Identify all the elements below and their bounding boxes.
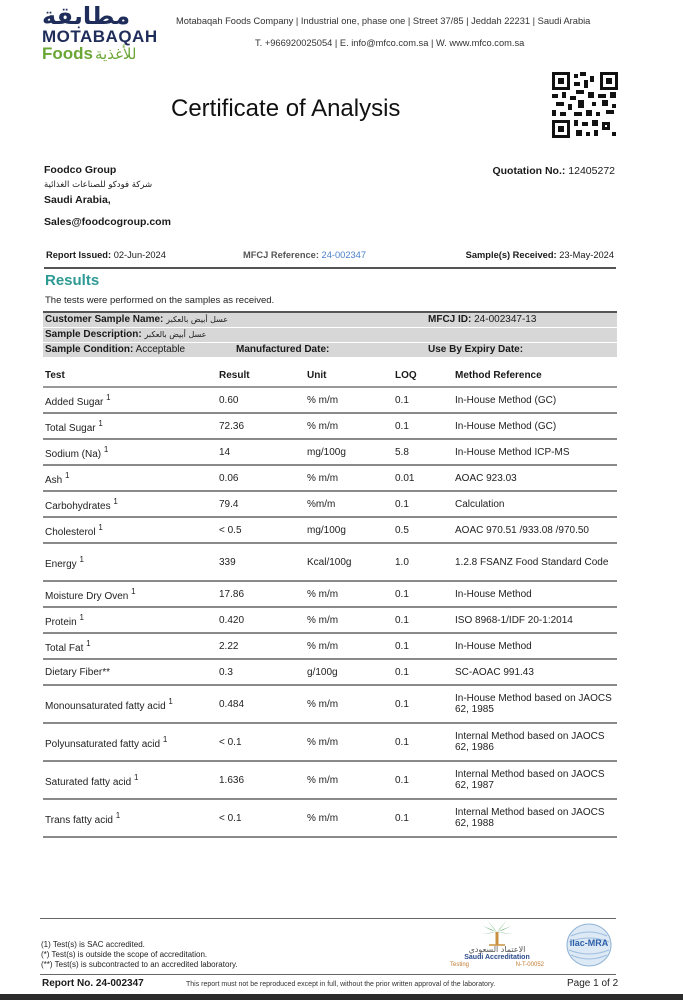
mfcj-id-label: MFCJ ID: [428, 314, 472, 325]
accreditation-superscript: 1 [162, 734, 168, 744]
cell-test-text: Cholesterol [45, 526, 96, 538]
cell-method [453, 723, 617, 761]
cell-method-text: In-House Method (GC) [455, 420, 557, 432]
cell-unit [305, 723, 393, 761]
company-address: Motabaqah Foods Company | Industrial one, phase one | Street 37/85 | Jeddah 22231 | Saudi Arabia [176, 16, 591, 26]
accreditation-superscript: 1 [115, 810, 121, 820]
cell-loq [393, 761, 453, 799]
cell-unit [305, 659, 393, 685]
cell-test-text: Dietary Fiber** [45, 666, 111, 678]
cell-method [453, 581, 617, 607]
ilac-mra-logo [565, 922, 613, 968]
cell-result [217, 517, 305, 543]
table-row [43, 517, 617, 543]
cell-test [43, 607, 217, 633]
logo-foods [42, 45, 177, 63]
cell-result [217, 723, 305, 761]
saudi-accreditation-logo [438, 918, 556, 970]
cell-result-text: 2.22 [219, 640, 239, 652]
cell-test-text: Protein [45, 616, 77, 628]
cell-result-text: 17.86 [219, 588, 245, 600]
report-issued-value: 02-Jun-2024 [113, 250, 166, 260]
customer-sample-name-value: عسل أبيض بالعكبر [166, 315, 229, 324]
client-country: Saudi Arabia, [44, 194, 111, 206]
cell-method-text: Calculation [455, 498, 505, 510]
sample-row-name [43, 313, 617, 328]
cell-unit-text: % m/m [307, 472, 339, 484]
accreditation-superscript: 1 [133, 772, 139, 782]
cell-result [217, 413, 305, 439]
cell-loq-text: 0.1 [395, 614, 409, 626]
sac-testing [438, 962, 556, 969]
cell-loq [393, 659, 453, 685]
cell-result-text: 14 [219, 446, 231, 458]
results-table-body [43, 387, 617, 837]
cell-unit-text: % m/m [307, 774, 339, 786]
table-row [43, 799, 617, 837]
cell-test [43, 439, 217, 465]
cell-test-text: Energy [45, 558, 77, 570]
cell-result-text: 0.484 [219, 698, 245, 710]
cell-unit-text: %m/m [307, 498, 336, 510]
cell-test-text: Added Sugar [45, 396, 104, 408]
cell-unit [305, 607, 393, 633]
cell-method-text: In-House Method [455, 640, 532, 652]
mfcj-id-value: 24-002347-13 [474, 314, 537, 325]
cell-method-text: AOAC 970.51 /933.08 /970.50 [455, 524, 589, 536]
cell-result-text: 79.4 [219, 498, 239, 510]
cell-loq [393, 607, 453, 633]
cell-result [217, 761, 305, 799]
table-row [43, 387, 617, 413]
footer-divider-bottom [40, 974, 616, 975]
cell-unit [305, 465, 393, 491]
table-row [43, 581, 617, 607]
accreditation-superscript: 1 [79, 554, 84, 564]
cell-method-text: AOAC 923.03 [455, 472, 517, 484]
header-loq: LOQ [393, 365, 453, 387]
cell-loq-text: 0.1 [395, 812, 409, 824]
quotation-label: Quotation No.: [492, 165, 566, 177]
cell-result [217, 633, 305, 659]
accreditation-superscript: 1 [103, 444, 109, 454]
sample-description-value: عسل أبيض بالعكبر [144, 330, 207, 339]
table-row [43, 761, 617, 799]
cell-unit [305, 439, 393, 465]
cell-unit-text: Kcal/100g [307, 556, 352, 568]
cell-unit [305, 799, 393, 837]
cell-result-text: 339 [219, 556, 236, 568]
footnote-subcontracted: (**) Test(s) is subcontracted to an accredited laboratory. [41, 960, 238, 969]
cell-method-text: In-House Method ICP-MS [455, 446, 570, 458]
samples-received-value: 23-May-2024 [559, 250, 614, 260]
cell-unit-text: % m/m [307, 394, 339, 406]
sac-arabic: الاعتماد السعودي [468, 945, 526, 954]
report-issued-label: Report Issued: [46, 250, 112, 260]
cell-loq-text: 0.1 [395, 698, 409, 710]
client-email: Sales@foodcogroup.com [44, 216, 171, 228]
table-row [43, 413, 617, 439]
cell-loq-text: 0.1 [395, 774, 409, 786]
report-number: Report No. 24-002347 [42, 978, 144, 989]
client-block [44, 163, 152, 208]
results-subtitle: The tests were performed on the samples as received. [45, 295, 275, 306]
cell-unit [305, 387, 393, 413]
sac-code: N-T-00052 [515, 962, 544, 968]
cell-loq [393, 543, 453, 581]
cell-unit [305, 685, 393, 723]
header-unit: Unit [305, 365, 393, 387]
report-issued [46, 250, 166, 260]
cell-method-text: In-House Method based on JAOCS 62, 1985 [455, 693, 612, 715]
accreditation-superscript: 1 [65, 470, 70, 480]
cell-method [453, 491, 617, 517]
table-row [43, 607, 617, 633]
sample-description-label: Sample Description: [45, 329, 142, 340]
cell-result-text: < 0.5 [219, 524, 242, 536]
cell-method-text: In-House Method [455, 588, 532, 600]
table-row [43, 439, 617, 465]
cell-loq [393, 413, 453, 439]
accreditation-superscript: 1 [98, 522, 103, 532]
samples-received [466, 250, 614, 260]
accreditation-superscript: 1 [113, 496, 118, 506]
table-row [43, 633, 617, 659]
cell-loq-text: 1.0 [395, 556, 409, 568]
cell-method-text: In-House Method (GC) [455, 394, 557, 406]
cell-unit [305, 517, 393, 543]
cell-loq-text: 0.5 [395, 524, 409, 536]
cell-test [43, 387, 217, 413]
cell-unit-text: % m/m [307, 614, 339, 626]
cell-unit-text: % m/m [307, 698, 339, 710]
cell-result [217, 685, 305, 723]
sac-testing-label: Testing [450, 962, 470, 968]
sample-row-condition [43, 343, 617, 358]
cell-unit-text: g/100g [307, 666, 338, 678]
cell-result-text: 72.36 [219, 420, 245, 432]
cell-result [217, 543, 305, 581]
results-table [43, 365, 617, 838]
header-method: Method Reference [453, 365, 617, 387]
cell-test [43, 685, 217, 723]
cell-test [43, 543, 217, 581]
document-title: Certificate of Analysis [171, 95, 401, 122]
results-heading: Results [45, 272, 100, 289]
table-row [43, 491, 617, 517]
cell-loq [393, 685, 453, 723]
sample-condition-label: Sample Condition: [45, 344, 134, 355]
cell-test [43, 517, 217, 543]
accreditation-superscript: 1 [98, 418, 103, 428]
cell-method [453, 633, 617, 659]
qr-code-icon [552, 72, 618, 138]
cell-method [453, 439, 617, 465]
table-row [43, 685, 617, 723]
sample-row-description [43, 328, 617, 343]
cell-method-text: SC-AOAC 991.43 [455, 666, 534, 678]
cell-test [43, 633, 217, 659]
cell-result [217, 491, 305, 517]
cell-result [217, 439, 305, 465]
ilac-label: ilac-MRA [569, 938, 609, 948]
mfcj-reference [243, 250, 366, 260]
cell-test-text: Saturated fatty acid [45, 776, 132, 788]
table-row [43, 543, 617, 581]
table-row [43, 659, 617, 685]
quotation-number [492, 165, 615, 177]
client-name-arabic: شركة فودكو للصناعات الغذائية [44, 180, 153, 190]
bottom-edge [0, 994, 683, 1000]
cell-loq-text: 0.1 [395, 588, 409, 600]
cell-test [43, 581, 217, 607]
cell-unit [305, 491, 393, 517]
results-table-header [43, 365, 617, 387]
cell-result-text: 1.636 [219, 774, 245, 786]
cell-method [453, 685, 617, 723]
accreditation-superscript: 1 [131, 586, 136, 596]
cell-loq [393, 387, 453, 413]
cell-test [43, 413, 217, 439]
cell-unit-text: % m/m [307, 812, 339, 824]
cell-result-text: 0.420 [219, 614, 245, 626]
cell-unit [305, 581, 393, 607]
accreditation-superscript: 1 [86, 638, 91, 648]
cell-result [217, 659, 305, 685]
cell-method [453, 659, 617, 685]
cell-test [43, 491, 217, 517]
disclaimer: This report must not be reproduced except in full, without the prior written approval of the laboratory. [186, 981, 496, 988]
cell-test-text: Carbohydrates [45, 500, 111, 512]
customer-sample-name-label: Customer Sample Name: [45, 314, 164, 325]
cell-result [217, 581, 305, 607]
cell-loq-text: 0.1 [395, 666, 409, 678]
cell-method [453, 517, 617, 543]
cell-loq-text: 0.1 [395, 736, 409, 748]
cell-method [453, 543, 617, 581]
cell-test-text: Total Fat [45, 642, 84, 654]
footnotes [41, 940, 238, 970]
cell-method-text: Internal Method based on JAOCS 62, 1987 [455, 769, 605, 791]
cell-loq [393, 465, 453, 491]
cell-loq [393, 723, 453, 761]
cell-test-text: Monounsaturated fatty acid [45, 700, 166, 712]
cell-loq-text: 0.1 [395, 420, 409, 432]
cell-method-text: Internal Method based on JAOCS 62, 1988 [455, 807, 605, 829]
sample-info [43, 311, 617, 358]
sac-english: Saudi Accreditation [464, 954, 530, 961]
cell-loq [393, 517, 453, 543]
cell-test [43, 799, 217, 837]
cell-unit [305, 761, 393, 799]
cell-result [217, 607, 305, 633]
cell-result [217, 387, 305, 413]
cell-result-text: 0.60 [219, 394, 239, 406]
cell-result-text: < 0.1 [219, 736, 242, 748]
cell-test-text: Total Sugar [45, 422, 96, 434]
manufactured-date-label: Manufactured Date: [236, 344, 330, 355]
client-name: Foodco Group [44, 164, 117, 176]
report-meta [44, 250, 616, 269]
footnote-outside-scope: (*) Test(s) is outside the scope of accreditation. [41, 950, 208, 959]
cell-method [453, 465, 617, 491]
cell-unit-text: % m/m [307, 588, 339, 600]
cell-loq-text: 0.1 [395, 394, 409, 406]
cell-result-text: 0.3 [219, 666, 233, 678]
sample-condition-value: Acceptable [135, 344, 186, 355]
company-logo [42, 2, 177, 63]
cell-loq-text: 0.01 [395, 472, 415, 484]
logo-arabic: مطابقة [42, 2, 131, 30]
cell-loq-text: 5.8 [395, 446, 409, 458]
cell-method [453, 799, 617, 837]
cell-method [453, 607, 617, 633]
cell-test [43, 723, 217, 761]
cell-method-text: ISO 8968-1/IDF 20-1:2014 [455, 614, 573, 626]
cell-test-text: Polyunsaturated fatty acid [45, 738, 161, 750]
cell-test [43, 465, 217, 491]
cell-loq [393, 633, 453, 659]
mfcj-reference-value: 24-002347 [321, 250, 367, 260]
cell-test [43, 761, 217, 799]
cell-unit-text: mg/100g [307, 446, 346, 458]
table-row [43, 465, 617, 491]
cell-result [217, 799, 305, 837]
accreditation-superscript: 1 [106, 392, 111, 402]
cell-unit-text: mg/100g [307, 524, 346, 536]
cell-method-text: 1.2.8 FSANZ Food Standard Code [455, 556, 609, 568]
cell-result [217, 465, 305, 491]
footnote-sac: (1) Test(s) is SAC accredited. [41, 940, 145, 949]
cell-test-text: Moisture Dry Oven [45, 590, 129, 602]
cell-unit [305, 633, 393, 659]
cell-unit-text: % m/m [307, 640, 339, 652]
cell-method-text: Internal Method based on JAOCS 62, 1986 [455, 731, 605, 753]
cell-unit-text: % m/m [307, 420, 339, 432]
cell-unit [305, 413, 393, 439]
cell-unit [305, 543, 393, 581]
cell-method [453, 413, 617, 439]
page-number: Page 1 of 2 [567, 978, 619, 989]
cell-test-text: Ash [45, 474, 63, 486]
cell-method [453, 387, 617, 413]
cell-test-text: Sodium (Na) [45, 448, 102, 460]
cell-loq [393, 799, 453, 837]
company-contact: T. +966920025054 | E. info@mfco.com.sa | W. www.mfco.com.sa [255, 38, 525, 48]
logo-foods-ar: للأغذية [95, 45, 137, 63]
accreditation-superscript: 1 [168, 696, 173, 706]
header-result: Result [217, 365, 305, 387]
cell-result-text: 0.06 [219, 472, 239, 484]
cell-loq [393, 439, 453, 465]
cell-method [453, 761, 617, 799]
cell-test-text: Trans fatty acid [45, 814, 113, 826]
cell-loq [393, 581, 453, 607]
mfcj-reference-label: MFCJ Reference: [243, 250, 319, 260]
cell-loq [393, 491, 453, 517]
quotation-value: 12405272 [568, 165, 615, 177]
table-row [43, 723, 617, 761]
cell-loq-text: 0.1 [395, 498, 409, 510]
cell-loq-text: 0.1 [395, 640, 409, 652]
expiry-date-label: Use By Expiry Date: [428, 344, 524, 355]
logo-english: MOTABAQAH [42, 27, 158, 46]
palm-tree-icon [438, 918, 556, 946]
cell-test [43, 659, 217, 685]
logo-foods-en: Foods [42, 44, 93, 63]
cell-unit-text: % m/m [307, 736, 339, 748]
header-test: Test [43, 365, 217, 387]
accreditation-superscript: 1 [79, 612, 84, 622]
samples-received-label: Sample(s) Received: [465, 250, 557, 260]
cell-result-text: < 0.1 [219, 812, 242, 824]
